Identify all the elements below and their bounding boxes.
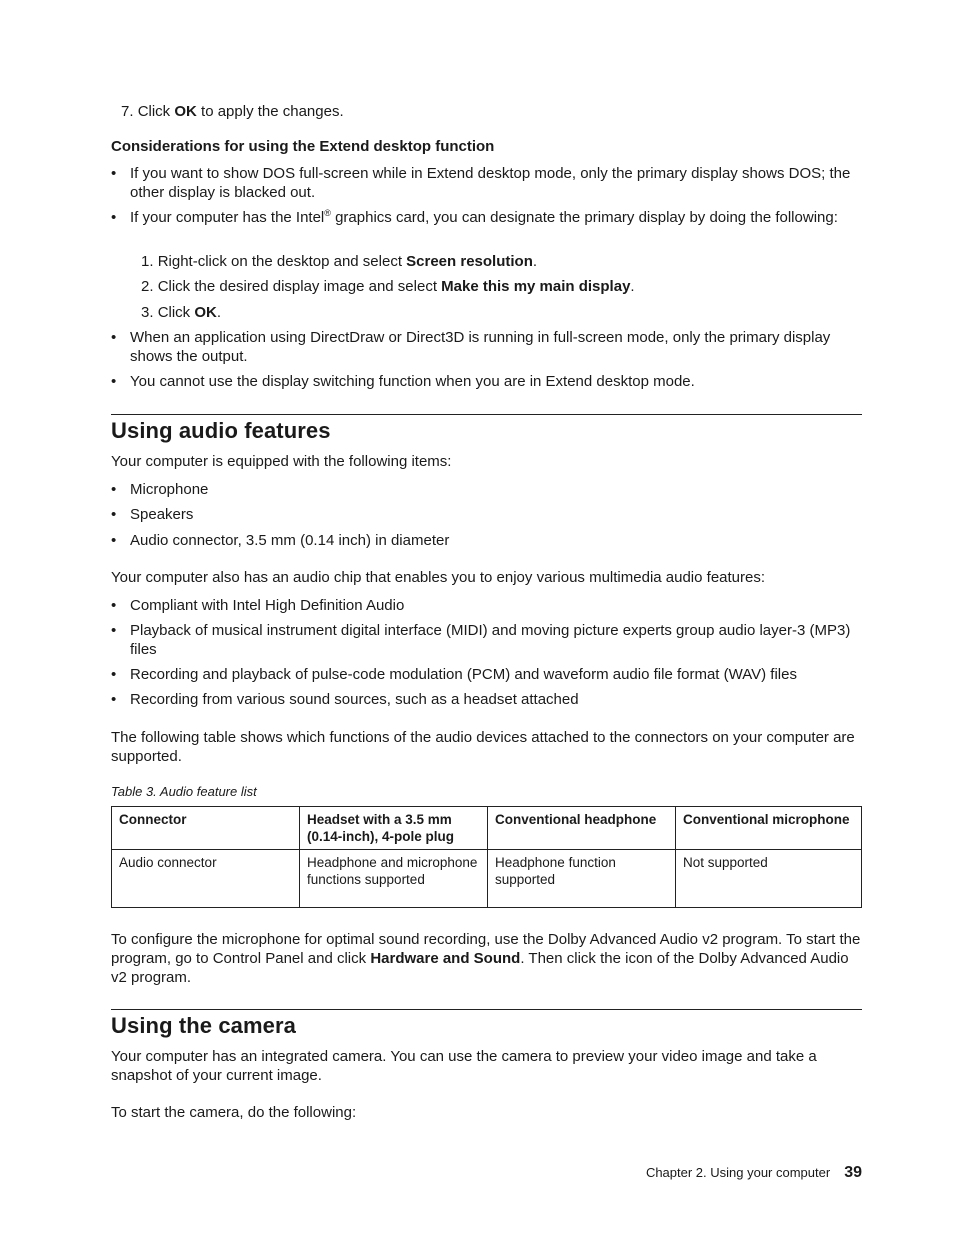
bullet-icon: •	[111, 209, 117, 226]
page-footer	[646, 1164, 862, 1182]
table-cell: Headphone function supported	[488, 850, 676, 908]
sub-step-3: 3. Click OK.	[141, 304, 222, 321]
bullet-icon: •	[111, 622, 117, 639]
bullet-icon: •	[111, 532, 117, 549]
bullet-icon: •	[111, 373, 117, 390]
sub-step-2: 2. Click the desired display image and select Make this my main display.	[141, 278, 635, 295]
camera-paragraph: Your computer has an integrated camera. You can use the camera to preview your video image and take a snapshot of your current image.	[111, 1048, 817, 1084]
step-text-end: to apply the changes.	[196, 103, 344, 120]
list-item: • Recording and playback of pulse-code modulation (PCM) and waveform audio file format (WAV) files	[111, 666, 797, 683]
bullet-icon: •	[111, 691, 117, 708]
table-row	[112, 850, 862, 908]
table-header-row	[112, 807, 862, 850]
list-item: • Audio connector, 3.5 mm (0.14 inch) in diameter	[111, 532, 450, 549]
bullet-icon: •	[111, 666, 117, 683]
bullet-icon: •	[111, 597, 117, 614]
bullet-icon: •	[111, 481, 117, 498]
list-item: • When an application using DirectDraw or Direct3D is running in full-screen mode, only the primary display shows the output.	[111, 329, 831, 365]
table-header-cell: Conventional microphone	[676, 807, 862, 850]
audio-feature-table	[111, 806, 862, 908]
list-item: • You cannot use the display switching function when you are in Extend desktop mode.	[111, 373, 695, 390]
audio-intro: Your computer is equipped with the following items:	[111, 453, 452, 470]
sub-step-1: 1. Right-click on the desktop and select Screen resolution.	[141, 253, 538, 270]
table-header-cell: Conventional headphone	[488, 807, 676, 850]
list-item: • Speakers	[111, 506, 194, 523]
list-item: • Playback of musical instrument digital interface (MIDI) and moving picture experts group audio layer-3 (MP3) files	[111, 622, 851, 658]
audio-chip-intro: Your computer also has an audio chip that enables you to enjoy various multimedia audio features:	[111, 569, 766, 586]
list-item: • If you want to show DOS full-screen while in Extend desktop mode, only the primary display shows DOS; the other display is blacked out.	[111, 165, 851, 201]
list-item: • Microphone	[111, 481, 209, 498]
step-text: Click	[137, 103, 175, 120]
bullet-icon: •	[111, 165, 117, 182]
page-number: 39	[844, 1164, 862, 1181]
list-item: • Compliant with Intel High Definition Audio	[111, 597, 405, 614]
table-cell: Not supported	[676, 850, 862, 908]
section-divider	[111, 1009, 862, 1010]
table-caption: Table 3. Audio feature list	[111, 784, 257, 799]
step-number: 7.	[121, 103, 134, 120]
list-item: • Recording from various sound sources, such as a headset attached	[111, 691, 579, 708]
footer-chapter: Chapter 2. Using your computer	[645, 1165, 831, 1180]
table-header-cell: Connector	[112, 807, 300, 850]
considerations-heading: Considerations for using the Extend desktop function	[111, 138, 495, 155]
step-bold: OK	[174, 103, 197, 120]
section-divider	[111, 414, 862, 415]
table-cell: Headphone and microphone functions supported	[300, 850, 488, 908]
section-heading-camera: Using the camera	[111, 1013, 297, 1038]
camera-start-paragraph: To start the camera, do the following:	[111, 1104, 357, 1121]
section-heading-audio: Using audio features	[111, 418, 331, 443]
registered-mark: ®	[324, 208, 331, 218]
table-header-cell: Headset with a 3.5 mm (0.14-inch), 4-pole plug	[300, 807, 488, 850]
bullet-icon: •	[111, 329, 117, 346]
bullet-icon: •	[111, 506, 117, 523]
dolby-config-paragraph: To configure the microphone for optimal sound recording, use the Dolby Advanced Audio v2 program. To start the program, go to Control Panel and click Hardware and Sound. Then click the icon of the Dolby Advanced Audio v2 program.	[111, 931, 861, 986]
table-intro: The following table shows which functions of the audio devices attached to the connectors on your computer are supported.	[111, 729, 855, 765]
table-cell: Audio connector	[112, 850, 300, 908]
step-7	[121, 102, 344, 121]
list-item: • If your computer has the Intel® graphics card, you can designate the primary display by doing the following:	[111, 208, 838, 226]
